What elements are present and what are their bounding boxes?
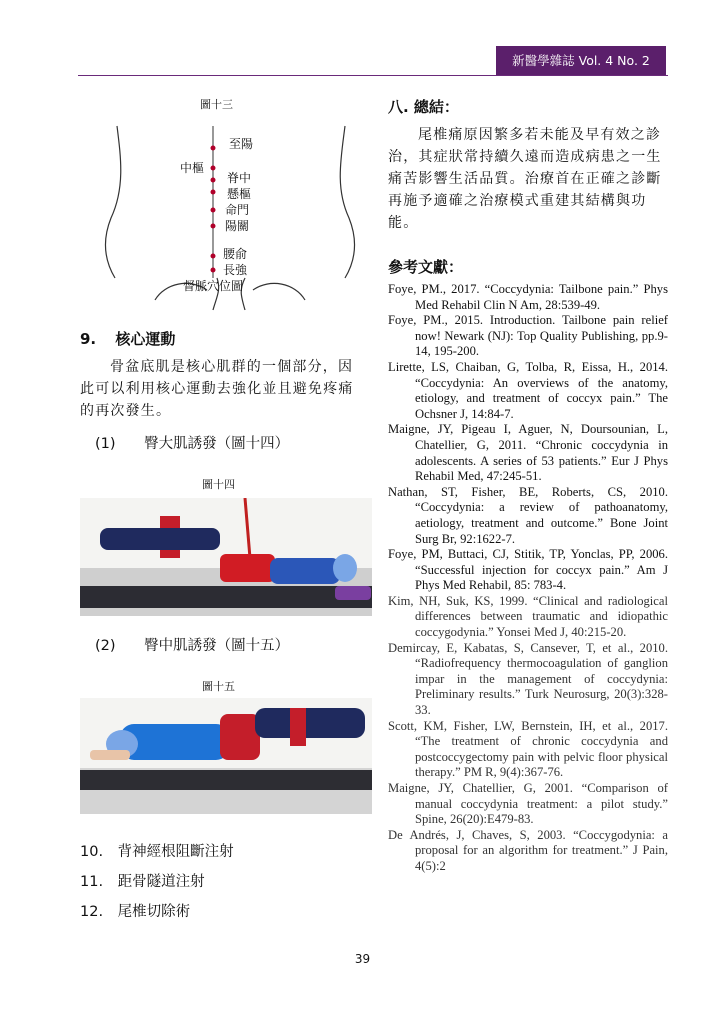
acupoint-label-xuanshu: 懸樞 [227, 187, 252, 201]
acupoint-label-zhongshu: 中樞 [180, 161, 205, 175]
list-item-text: 距骨隧道注射 [117, 874, 205, 890]
acupoint-label-changqiang: 長強 [223, 263, 248, 277]
journal-volume: Vol. 4 No. 2 [578, 53, 650, 68]
section-9-title: 核心運動 [115, 330, 176, 348]
section-9-number: 9. [80, 330, 97, 348]
header-rule [78, 75, 668, 76]
reference-item: Lirette, LS, Chaiban, G, Tolba, R, Eissa, H., 2014. “Coccydynia: An overviews of the anatomy, etiology, and treatment of coccyx pain.” The Ochsner J, 14:84-7. [388, 359, 668, 421]
figure-15-caption: 圖十五 [202, 680, 235, 693]
acupoint-label-yangguan: 陽關 [225, 219, 250, 233]
section-9-heading [80, 328, 175, 349]
reference-item: Maigne, JY, Chatellier, G, 2001. “Comparison of manual coccydynia treatment: a pilot study.” Spine, 26(20):E479-83. [388, 781, 668, 827]
item-1-number: (1) [95, 436, 116, 452]
reference-item: Foye, PM., 2017. “Coccydynia: Tailbone pain.” Phys Med Rehabil Clin N Am, 28:539-49. [388, 282, 668, 312]
figure-13-back-illustration [95, 118, 365, 316]
acupoint-label-yaoshu: 腰俞 [223, 247, 248, 261]
references-heading: 參考文獻： [388, 258, 464, 276]
item-2 [95, 634, 289, 655]
acupoint-label-zhiyang: 至陽 [229, 137, 254, 151]
reference-item: Demircay, E, Kabatas, S, Cansever, T, et al., 2010. “Radiofrequency thermocoagulation of ganglion impar in the management of coccydynia: Preliminary results.” Turk Neurosurg, 20(3):328-33. [388, 640, 668, 718]
list-item-number: 10. [80, 844, 104, 860]
item-2-text: 臀中肌誘發（圖十五） [144, 638, 290, 654]
list-item [80, 900, 190, 921]
list-item-text: 背神經根阻斷注射 [117, 844, 234, 860]
figure-14-photo [80, 498, 372, 616]
reference-item: Nathan, ST, Fisher, BE, Roberts, CS, 2010. “Coccydynia: a review of pathoanatomy, aetiology, treatment and outcome.” Bone Joint Surg Br, 92:1622-7. [388, 484, 668, 546]
item-2-number: (2) [95, 638, 116, 654]
acupoint-label-jizhong: 脊中 [227, 171, 252, 185]
list-item-number: 11. [80, 874, 104, 890]
reference-item: Foye, PM., 2015. Introduction. Tailbone pain relief now! Newark (NJ): Top Quality Publishing, pp.9-14, 195-200. [388, 313, 668, 359]
figure-15-photo [80, 698, 372, 814]
journal-name: 新醫學雜誌 [512, 53, 575, 68]
journal-header-badge [496, 46, 666, 76]
acupoint-label-mingmen: 命門 [225, 203, 250, 217]
figure-13-title: 督脈穴位圖 [183, 279, 244, 293]
reference-item: Maigne, JY, Pigeau I, Aguer, N, Doursounian, L, Chatellier, G, 2011. “Chronic coccydynia in adolescents. A series of 53 patients.” Eur J Phys Rehabil Med, 47:245-51. [388, 422, 668, 484]
page-number: 39 [354, 952, 371, 966]
item-1 [95, 432, 289, 453]
list-item-number: 12. [80, 904, 104, 920]
section-8-paragraph: 尾椎痛原因繁多若未能及早有效之診治，其症狀常持續久遠而造成病患之一生痛苦影響生活品質。治療首在正確之診斷再施予適確之治療模式重建其結構與功能。 [388, 127, 662, 231]
list-item [80, 870, 205, 891]
reference-item: Scott, KM, Fisher, LW, Bernstein, IH, et al., 2017. “The treatment of chronic coccydynia and postcoccygectomy pain with pelvic floor physical therapy.” PM R, 9(4):367-76. [388, 718, 668, 780]
reference-item: De Andrés, J, Chaves, S, 2003. “Coccygodynia: a proposal for an algorithm for treatment.” J Pain, 4(5):2 [388, 827, 668, 873]
reference-item: Foye, PM, Buttaci, CJ, Stitik, TP, Yonclas, PP, 2006. “Successful injection for coccyx pain.” Am J Phys Med Rehabil, 85: 783-4. [388, 547, 668, 593]
list-item [80, 840, 234, 861]
reference-item: Kim, NH, Suk, KS, 1999. “Clinical and radiological differences between traumatic and idiopathic coccygodynia.” Yonsei Med J, 40:215-20. [388, 593, 668, 640]
references-list [388, 282, 668, 875]
item-1-text: 臀大肌誘發（圖十四） [144, 436, 290, 452]
figure-13-caption: 圖十三 [200, 98, 233, 111]
section-8-heading: 八. 總結： [388, 98, 459, 116]
figure-14-caption: 圖十四 [202, 478, 235, 491]
section-9-paragraph: 骨盆底肌是核心肌群的一個部分，因此可以利用核心運動去強化並且避免疼痛的再次發生。 [80, 359, 354, 419]
list-item-text: 尾椎切除術 [117, 904, 191, 920]
